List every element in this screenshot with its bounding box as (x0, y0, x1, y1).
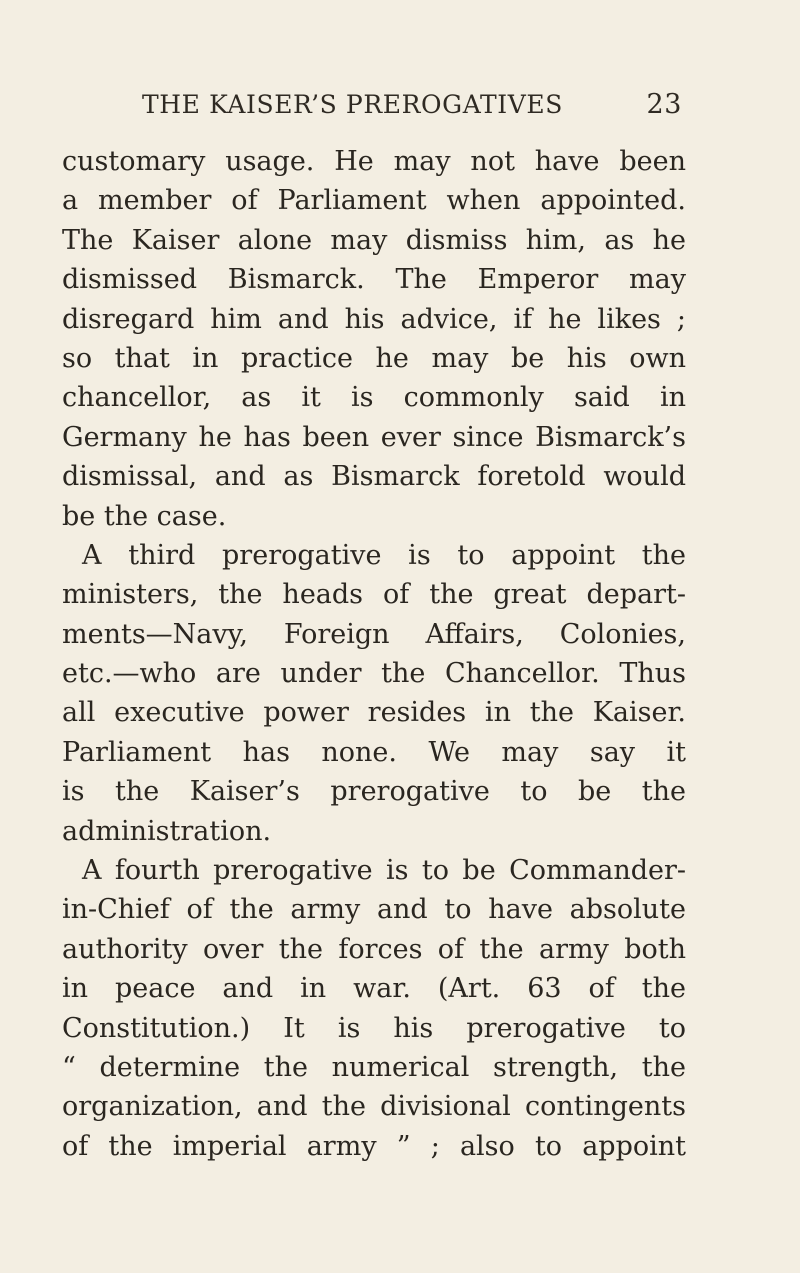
page-number: 23 (646, 88, 682, 120)
text-line: A fourth prerogative is to be Commander- (82, 855, 686, 887)
text-line: Germany he has been ever since Bismarck’s (62, 421, 686, 453)
text-line: be the case. (62, 500, 227, 532)
text-line: The Kaiser alone may dismiss him, as he (62, 224, 686, 256)
text-line: authority over the forces of the army both (62, 933, 686, 965)
text-line: etc.—who are under the Chancellor. Thus (62, 658, 686, 690)
text-line: of the imperial army ” ; also to appoint (62, 1130, 686, 1162)
page-header (142, 86, 682, 122)
text-line: administration. (62, 815, 272, 847)
text-line: customary usage. He may not have been (62, 146, 686, 177)
text-line: in peace and in war. (Art. 63 of the (62, 973, 686, 1005)
text-line: A third prerogative is to appoint the (82, 539, 686, 571)
running-title: THE KAISER’S PREROGATIVES (142, 89, 563, 119)
text-line: dismissed Bismarck. The Emperor may (62, 264, 686, 296)
text-line: ments—Navy, Foreign Affairs, Colonies, (62, 618, 686, 650)
text-line: disregard him and his advice, if he likes ; (62, 303, 686, 335)
text-line: organization, and the divisional contingents (62, 1091, 686, 1123)
text-line: in-Chief of the army and to have absolute (62, 894, 686, 926)
text-line: ministers, the heads of the great depart- (62, 579, 686, 611)
text-line: “ determine the numerical strength, the (62, 1051, 686, 1083)
text-line: is the Kaiser’s prerogative to be the (62, 776, 686, 808)
text-line: Constitution.) It is his prerogative to (62, 1012, 686, 1044)
text-line: dismissal, and as Bismarck foretold would (62, 461, 686, 493)
text-line: Parliament has none. We may say it (62, 736, 686, 768)
text-line: so that in practice he may be his own (62, 342, 686, 374)
body-text (62, 142, 686, 1166)
text-line: all executive power resides in the Kaiser. (62, 697, 686, 729)
text-line: chancellor, as it is commonly said in (62, 382, 686, 414)
text-line: a member of Parliament when appointed. (62, 185, 686, 217)
